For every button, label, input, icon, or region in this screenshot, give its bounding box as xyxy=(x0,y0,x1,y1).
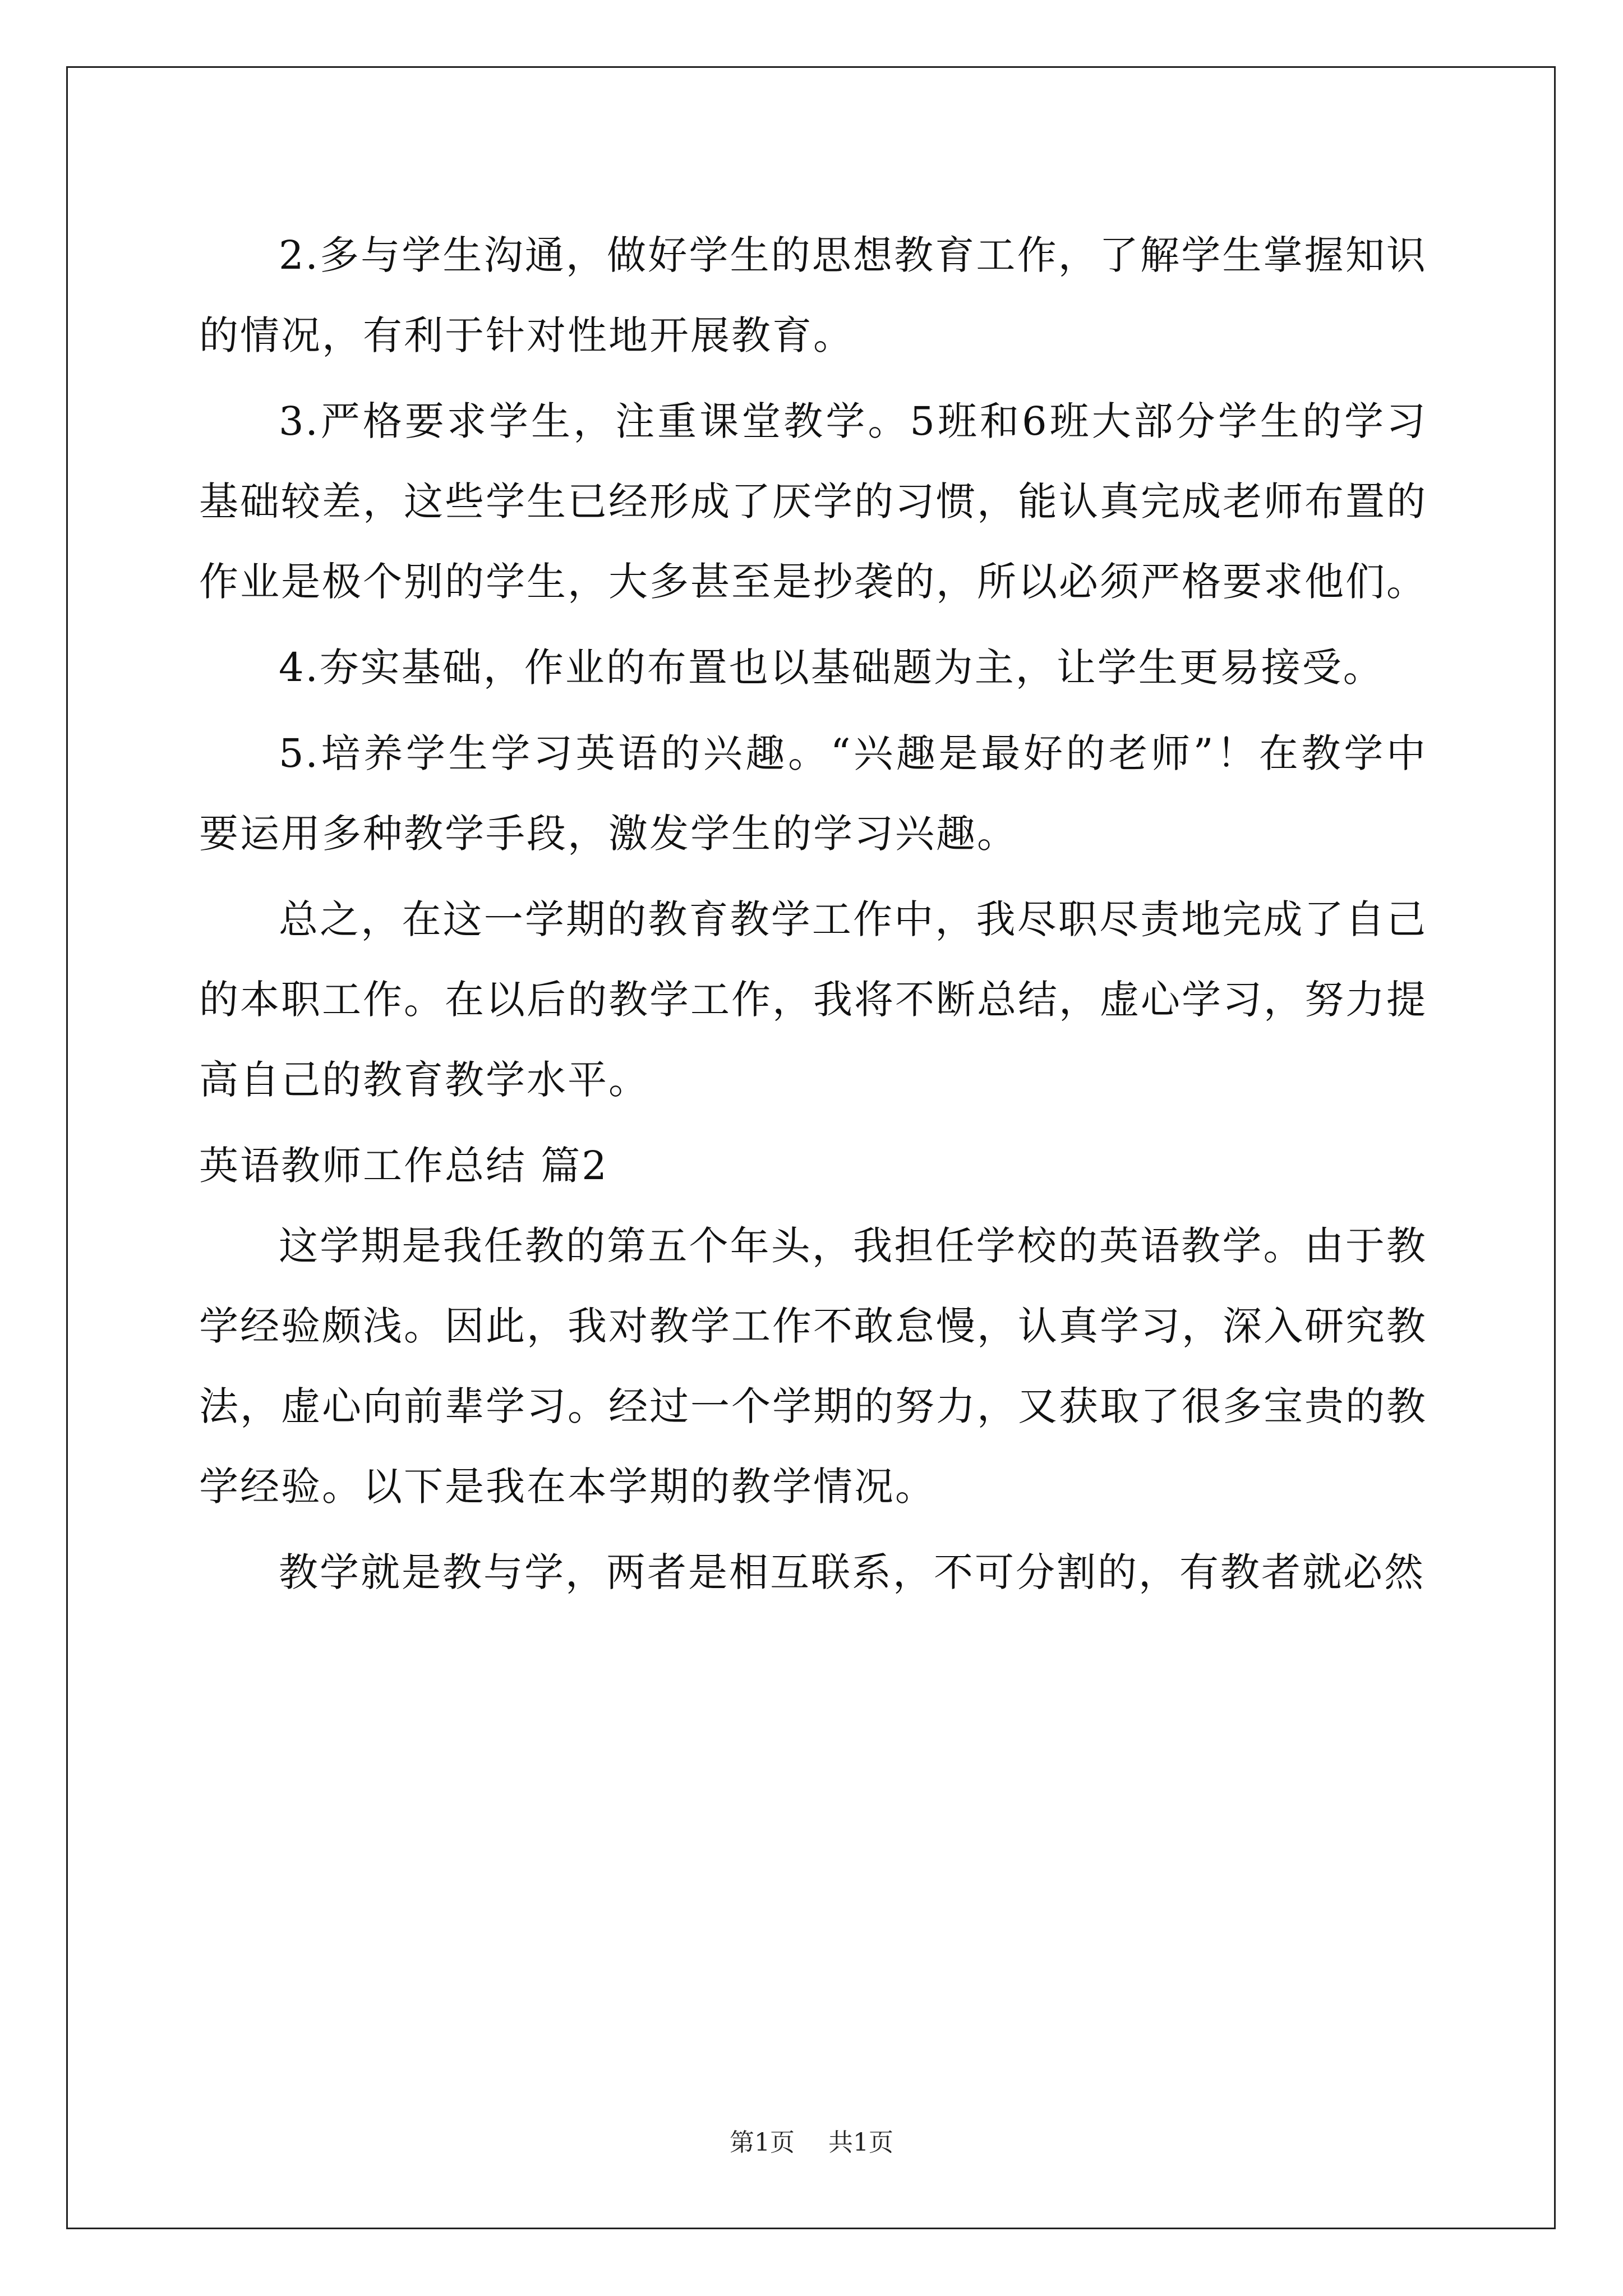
section-paragraph-intro: 这学期是我任教的第五个年头，我担任学校的英语教学。由于教学经验颇浅。因此，我对教学工作不敢怠慢，认真学习，深入研究教法，虚心向前辈学习。经过一个学期的努力，又获取了很多宝贵的教学经验。以下是我在本学期的教学情况。 xyxy=(199,1223,1427,1510)
document-body xyxy=(199,215,1427,1613)
section-paragraph-teaching: 教学就是教与学，两者是相互联系，不可分割的，有教者就必然 xyxy=(279,1549,1425,1595)
paragraph-item-2: 2.多与学生沟通，做好学生的思想教育工作，了解学生掌握知识的情况，有利于针对性地开展教育。 xyxy=(199,232,1427,358)
paragraph-summary: 总之，在这一学期的教育教学工作中，我尽职尽责地完成了自己的本职工作。在以后的教学工作，我将不断总结，虚心学习，努力提高自己的教育教学水平。 xyxy=(199,896,1427,1103)
page-footer xyxy=(0,2126,1623,2160)
page-number-total: 共1页 xyxy=(828,2128,893,2157)
paragraph-item-4: 4.夯实基础，作业的布置也以基础题为主，让学生更易接受。 xyxy=(279,645,1384,691)
paragraph-item-5: 5.培养学生学习英语的兴趣。“兴趣是最好的老师”！在教学中要运用多种教学手段，激发学生的学习兴趣。 xyxy=(199,730,1427,857)
page-number-current: 第1页 xyxy=(730,2128,795,2157)
paragraph-item-3: 3.严格要求学生，注重课堂教学。5班和6班大部分学生的学习基础较差，这些学生已经形成了厌学的习惯，能认真完成老师布置的作业是极个别的学生，大多甚至是抄袭的，所以必须严格要求他们。 xyxy=(199,398,1427,605)
section-heading: 英语教师工作总结 篇2 xyxy=(199,1143,608,1189)
